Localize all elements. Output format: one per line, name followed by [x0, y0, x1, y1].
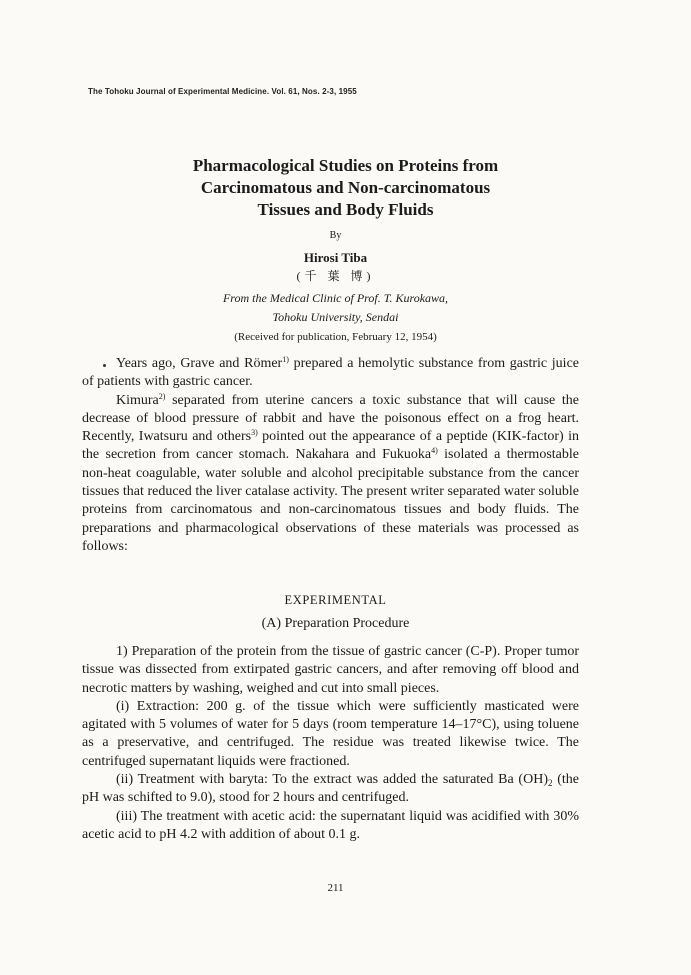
- intro-text: isolated a thermostable non-heat coagulable, water soluble and alcohol precipitable substance from the cancer tissues that reduced the liver catalase activity. The present writer separated water soluble proteins from carcinomatous and non-carcinomatous tissues and body fluids. The preparations and pharmacological observations of these materials was processed as follows:: [82, 447, 579, 554]
- affiliation-line-1: From the Medical Clinic of Prof. T. Kurokawa,: [222, 291, 449, 305]
- title-line-2: Carcinomatous and Non-carcinomatous: [200, 178, 491, 197]
- reference-4: 4): [431, 446, 438, 456]
- intro-paragraph-1: [82, 355, 579, 392]
- title-line-3: Tissues and Body Fluids: [257, 200, 434, 219]
- author-name-cjk: (千 葉 博): [296, 269, 375, 283]
- by-label: By: [329, 230, 342, 241]
- procedure-paragraph-1: 1) Preparation of the protein from the tissue of gastric cancer (C-P). Proper tumor tissue was dissected from extirpated gastric cancers, and after removing off blood and necrotic matters by washing, weighed and cut into small pieces.: [82, 644, 579, 696]
- subsection-heading: (A) Preparation Procedure: [261, 616, 410, 631]
- procedure-text: [82, 643, 579, 844]
- reference-3: 3): [251, 428, 258, 438]
- intro-text: prepared a hemolytic substance from gastric juice of patients with gastric cancer.: [82, 356, 579, 390]
- intro-text: Kimura: [116, 392, 159, 408]
- procedure-paragraph-2: (i) Extraction: 200 g. of the tissue which were sufficiently masticated were agitated with 5 volumes of water for 5 days (room temperature 14–17°C), using toluene as a preservative, and centrifuged. The residue was treated likewise twice. The centrifuged supernatant liquids were fractioned.: [82, 698, 579, 769]
- intro-text: separated from uterine cancers a toxic substance that will cause the decrease of blood pressure of rabbit and have the poisonous effect on a frog heart. Recently, Iwatsuru and others: [82, 392, 579, 445]
- procedure-paragraph-3: [82, 771, 579, 808]
- affiliation: [0, 289, 671, 327]
- author-name: Hirosi Tiba: [303, 250, 368, 265]
- paper-title: [80, 155, 611, 221]
- reference-1: 1): [282, 355, 289, 364]
- intro-text: Years ago, Grave and Römer: [116, 356, 283, 371]
- title-line-1: Pharmacological Studies on Proteins from: [192, 156, 499, 175]
- affiliation-line-2: Tohoku University, Sendai: [272, 310, 399, 324]
- intro-text: pointed out the appearance of a peptide (KIK-factor) in the secretion from cancer stomach. Nakahara and Fukuoka: [82, 429, 580, 463]
- received-date: (Received for publication, February 12, 1954): [234, 331, 437, 343]
- procedure-text-part: (ii) Treatment with baryta: To the extract was added the saturated Ba (OH): [116, 772, 548, 788]
- journal-header: The Tohoku Journal of Experimental Medicine. Vol. 61, Nos. 2-3, 1955: [88, 87, 357, 96]
- page-number: 211: [327, 882, 344, 894]
- procedure-paragraph-4: (iii) The treatment with acetic acid: the supernatant liquid was acidified with 30% acetic acid to pH 4.2 with addition of about 0.1 g.: [82, 808, 579, 842]
- section-heading: EXPERIMENTAL: [284, 593, 387, 607]
- subscript: 2: [547, 778, 553, 789]
- reference-2: 2): [158, 391, 166, 401]
- introduction: [82, 355, 579, 556]
- procedure-text-part: (the pH was schifted to 9.0), stood for 2 hours and centrifuged.: [82, 772, 579, 806]
- intro-paragraph-2: [82, 392, 579, 557]
